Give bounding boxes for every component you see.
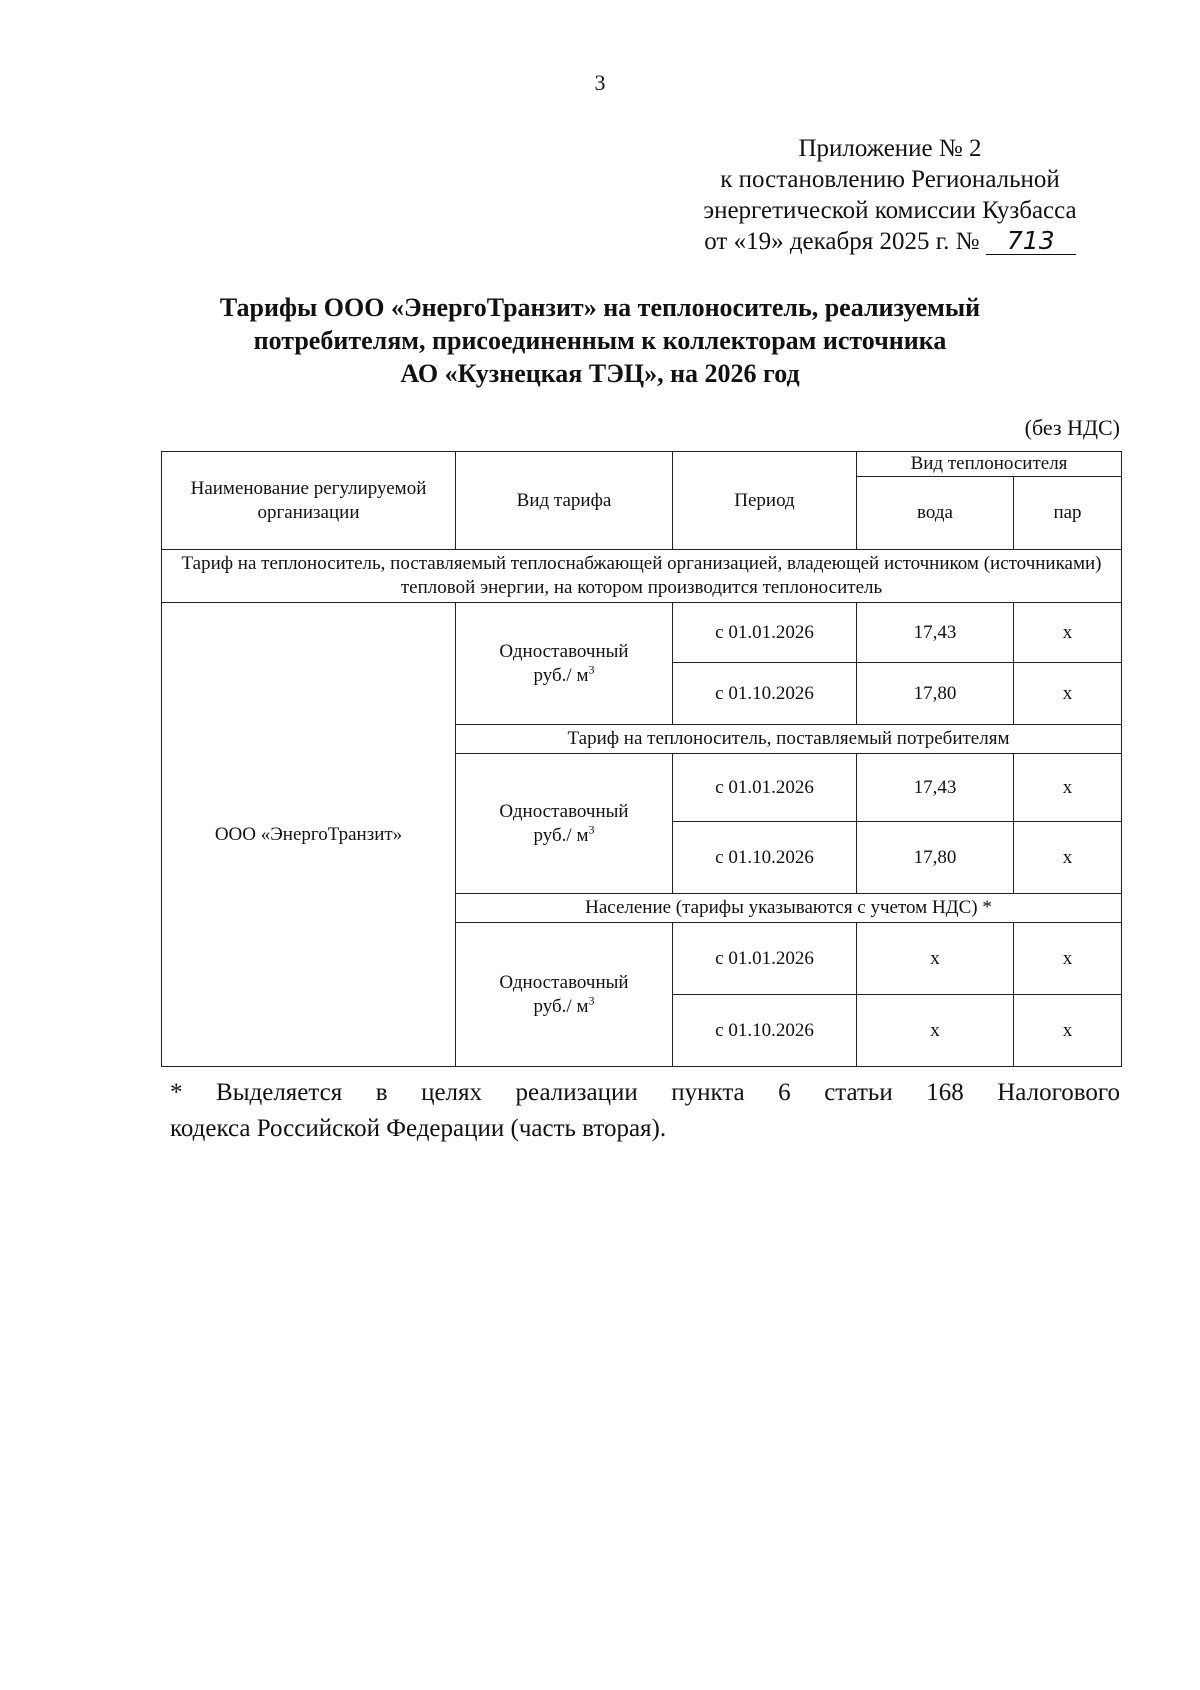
appendix-line-2: к постановлению Региональной: [720, 166, 1060, 193]
section-title: Население (тарифы указываются с учетом НДС) *: [456, 894, 1122, 923]
unit-superscript: 3: [588, 822, 595, 837]
water-cell: x: [857, 923, 1014, 995]
water-cell: 17,43: [857, 754, 1014, 822]
water-cell: x: [857, 995, 1014, 1067]
period-cell: с 01.01.2026: [673, 923, 857, 995]
header-org: Наименование регулируемой организации: [162, 452, 456, 550]
table-row: [162, 603, 1122, 663]
period-cell: с 01.01.2026: [673, 603, 857, 663]
unit-text: руб./ м: [533, 664, 589, 686]
tariff-unit: [460, 664, 668, 688]
tariff-type-cell: [456, 603, 673, 725]
steam-cell: x: [1014, 663, 1122, 725]
appendix-line-3: энергетической комиссии Кузбасса: [703, 197, 1077, 224]
tariff-type-cell: [456, 923, 673, 1067]
vat-note: (без НДС): [1024, 415, 1120, 440]
tariff-unit: [460, 824, 668, 848]
title-line-2: потребителям, присоединенным к коллекторам источника: [253, 326, 947, 355]
water-cell: 17,80: [857, 822, 1014, 894]
header-tariff-type: Вид тарифа: [456, 452, 673, 550]
period-cell: с 01.10.2026: [673, 822, 857, 894]
tariff-name: Одноставочный: [499, 640, 629, 662]
unit-text: руб./ м: [533, 824, 589, 846]
appendix-date: от «19» декабря 2025 г. №: [704, 228, 980, 255]
footnote-line-1: * Выделяется в целях реализации пункта 6 статьи 168 Налогового: [170, 1079, 1120, 1106]
unit-superscript: 3: [588, 662, 595, 677]
unit-text: руб./ м: [533, 995, 589, 1017]
tariff-table: [161, 451, 1122, 1067]
appendix-line-4: [640, 226, 1140, 257]
section-title: Тариф на теплоноситель, поставляемый потребителям: [456, 725, 1122, 754]
tariff-type-cell: [456, 754, 673, 894]
tariff-name: Одноставочный: [499, 800, 629, 822]
document-title: [130, 291, 1070, 390]
handwritten-number: 713: [986, 228, 1076, 255]
title-line-3: АО «Кузнецкая ТЭЦ», на 2026 год: [400, 359, 800, 388]
organization-cell: ООО «ЭнергоТранзит»: [162, 603, 456, 1067]
header-carrier-type: Вид теплоносителя: [857, 452, 1122, 477]
header-row-1: [162, 452, 1122, 477]
tariff-name: Одноставочный: [499, 971, 629, 993]
header-period: Период: [673, 452, 857, 550]
steam-cell: x: [1014, 995, 1122, 1067]
water-cell: 17,80: [857, 663, 1014, 725]
water-cell: 17,43: [857, 603, 1014, 663]
footnote-line-2: кодекса Российской Федерации (часть вторая).: [170, 1115, 667, 1142]
steam-cell: x: [1014, 822, 1122, 894]
page-number: 3: [594, 70, 606, 95]
section-title: Тариф на теплоноситель, поставляемый теплоснабжающей организацией, владеющей источником (источниками) тепловой энергии, на котором производится теплоноситель: [162, 550, 1122, 603]
header-steam: пар: [1014, 477, 1122, 550]
period-cell: с 01.01.2026: [673, 754, 857, 822]
steam-cell: x: [1014, 754, 1122, 822]
header-water: вода: [857, 477, 1014, 550]
title-line-1: Тарифы ООО «ЭнергоТранзит» на теплоноситель, реализуемый: [219, 293, 981, 322]
unit-superscript: 3: [588, 993, 595, 1008]
section-title-row: [162, 550, 1122, 603]
steam-cell: x: [1014, 603, 1122, 663]
footnote: [170, 1075, 1120, 1147]
steam-cell: x: [1014, 923, 1122, 995]
period-cell: с 01.10.2026: [673, 995, 857, 1067]
tariff-unit: [460, 995, 668, 1019]
appendix-line-1: Приложение № 2: [798, 135, 982, 162]
period-cell: с 01.10.2026: [673, 663, 857, 725]
